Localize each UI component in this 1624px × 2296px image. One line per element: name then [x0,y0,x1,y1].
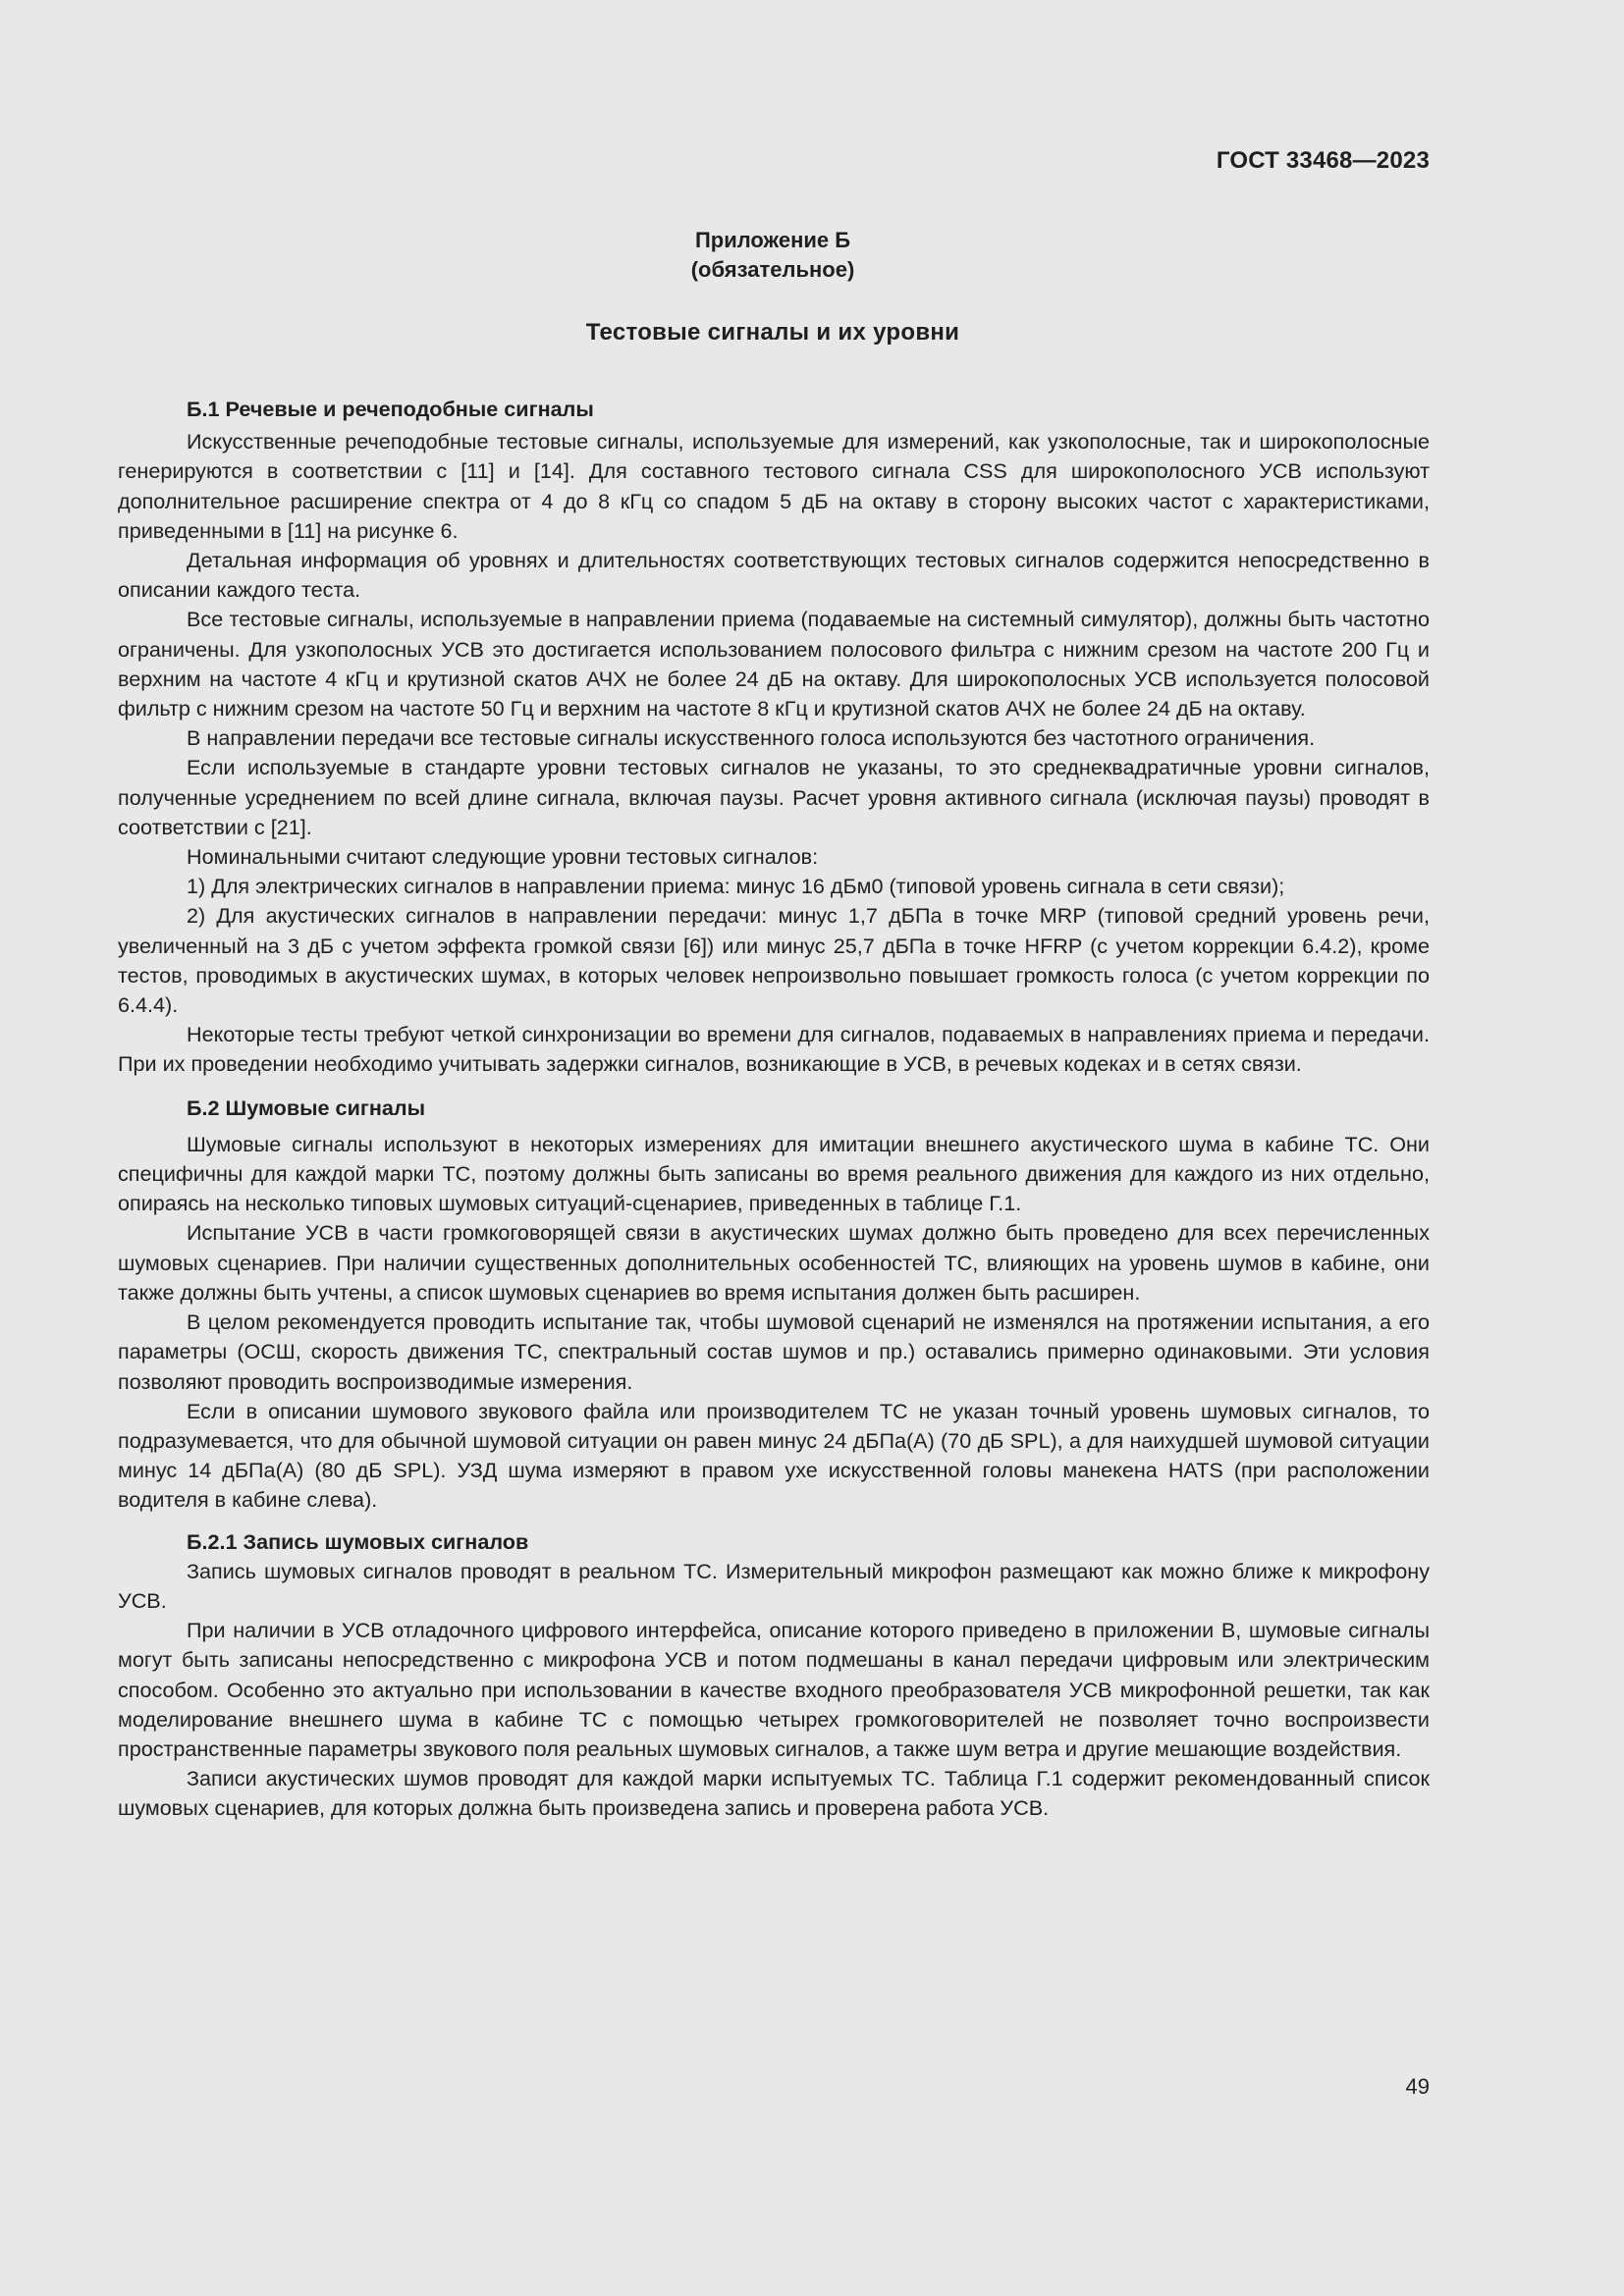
paragraph: При наличии в УСВ отладочного цифрового интерфейса, описание которого приведено в приложении В, шумовые сигналы могут быть записаны непосредственно с микрофона УСВ и потом подмешаны в канал передачи цифровым или электрическим способом. Особенно это актуально при использовании в качестве входного преобразователя УСВ микрофонной решетки, так как моделирование внешнего шума в кабине ТС с помощью четырех громкоговорителей не позволяет точно воспроизвести пространственные параметры звукового поля реальных шумовых сигналов, а также шум ветра и другие мешающие воздействия. [118,1618,1430,1761]
paragraph: Номинальными считают следующие уровни тестовых сигналов: [187,844,819,870]
paragraph: Некоторые тесты требуют четкой синхронизации во времени для сигналов, подаваемых в направлениях приема и передачи. При их проведении необходимо учитывать задержки сигналов, возникающие в УСВ, в речевых кодеках и в сетях связи. [118,1022,1430,1077]
appendix-status: (обязательное) [690,257,855,282]
section-heading-b2: Б.2 Шумовые сигналы [187,1095,426,1120]
section-heading-b1: Б.1 Речевые и речеподобные сигналы [187,397,594,421]
page-title: Тестовые сигналы и их уровни [585,319,960,346]
list-item: 2) Для акустических сигналов в направлении передачи: минус 1,7 дБПа в точке MRP (типовой средний уровень речи, увеличенный на 3 дБ с учетом эффекта громкой связи [6]) или минус 25,7 дБПа в точке HFRP (с учетом коррекции 6.4.2), кроме тестов, проводимых в акустических шумах, в которых человек непроизвольно повышает громкость голоса (с учетом коррекции по 6.4.4). [118,903,1430,1018]
appendix-heading [0,226,1545,285]
appendix-label: Приложение Б [694,228,851,252]
paragraph: Запись шумовых сигналов проводят в реальном ТС. Измерительный микрофон размещают как можно ближе к микрофону УСВ. [118,1558,1430,1613]
page-number: 49 [1405,2074,1430,2099]
paragraph: Если в описании шумового звукового файла или производителем ТС не указан точный уровень шумовых сигналов, то подразумевается, что для обычной шумовой ситуации он равен минус 24 дБПа(А) (70 дБ SPL), а для наихудшей шумовой ситуации минус 14 дБПа(А) (80 дБ SPL). УЗД шума измеряют в правом ухе искусственной головы манекена HATS (при расположении водителя в кабине слева). [118,1398,1430,1513]
paragraph: Испытание УСВ в части громкоговорящей связи в акустических шумах должно быть проведено для всех перечисленных шумовых сценариев. При наличии существенных дополнительных особенностей ТС, влияющих на уровень шумов в кабине, они также должны быть учтены, а список шумовых сценариев во время испытания должен быть расширен. [118,1220,1430,1305]
paragraph: Если используемые в стандарте уровни тестовых сигналов не указаны, то это среднеквадратичные уровни сигналов, полученные усреднением по всей длине сигнала, включая паузы. Расчет уровня активного сигнала (исключая паузы) проводят в соответствии с [21]. [118,755,1430,839]
document-body [118,395,1430,1824]
paragraph: В направлении передачи все тестовые сигналы искусственного голоса используются без частотного ограничения. [187,725,1316,751]
document-code: ГОСТ 33468—2023 [1216,147,1430,174]
paragraph: В целом рекомендуется проводить испытание так, чтобы шумовой сценарий не изменялся на протяжении испытания, а его параметры (ОСШ, скорость движения ТС, спектральный состав шумов и пр.) оставались примерно одинаковыми. Эти условия позволяют проводить воспроизводимые измерения. [118,1309,1430,1394]
paragraph: Шумовые сигналы используют в некоторых измерениях для имитации внешнего акустического шума в кабине ТС. Они специфичны для каждой марки ТС, поэтому должны быть записаны во время реального движения для каждого из них отдельно, опираясь на несколько типовых шумовых ситуаций-сценариев, приведенных в таблице Г.1. [118,1131,1430,1216]
section-heading-b21: Б.2.1 Запись шумовых сигналов [187,1528,529,1554]
paragraph: Все тестовые сигналы, используемые в направлении приема (подаваемые на системный симулятор), должны быть частотно ограничены. Для узкополосных УСВ это достигается использованием полосового фильтра с нижним срезом на частоте 200 Гц и верхним на частоте 4 кГц и крутизной скатов АЧХ не более 24 дБ на октаву. Для широкополосных УСВ используется полосовой фильтр с нижним срезом на частоте 50 Гц и верхним на частоте 8 кГц и крутизной скатов АЧХ не более 24 дБ на октаву. [118,607,1430,721]
paragraph: Детальная информация об уровнях и длительностях соответствующих тестовых сигналов содержится непосредственно в описании каждого теста. [118,548,1430,603]
paragraph: Искусственные речеподобные тестовые сигналы, используемые для измерений, как узкополосные, так и широкополосные генерируются в соответствии с [11] и [14]. Для составного тестового сигнала CSS для широкополосного УСВ используют дополнительное расширение спектра от 4 до 8 кГц со спадом 5 дБ на октаву в сторону высоких частот с характеристиками, приведенными в [11] на рисунке 6. [118,429,1430,543]
paragraph: Записи акустических шумов проводят для каждой марки испытуемых ТС. Таблица Г.1 содержит рекомендованный список шумовых сценариев, для которых должна быть произведена запись и проверена работа УСВ. [118,1766,1430,1821]
list-item: 1) Для электрических сигналов в направлении приема: минус 16 дБм0 (типовой уровень сигнала в сети связи); [187,874,1285,899]
